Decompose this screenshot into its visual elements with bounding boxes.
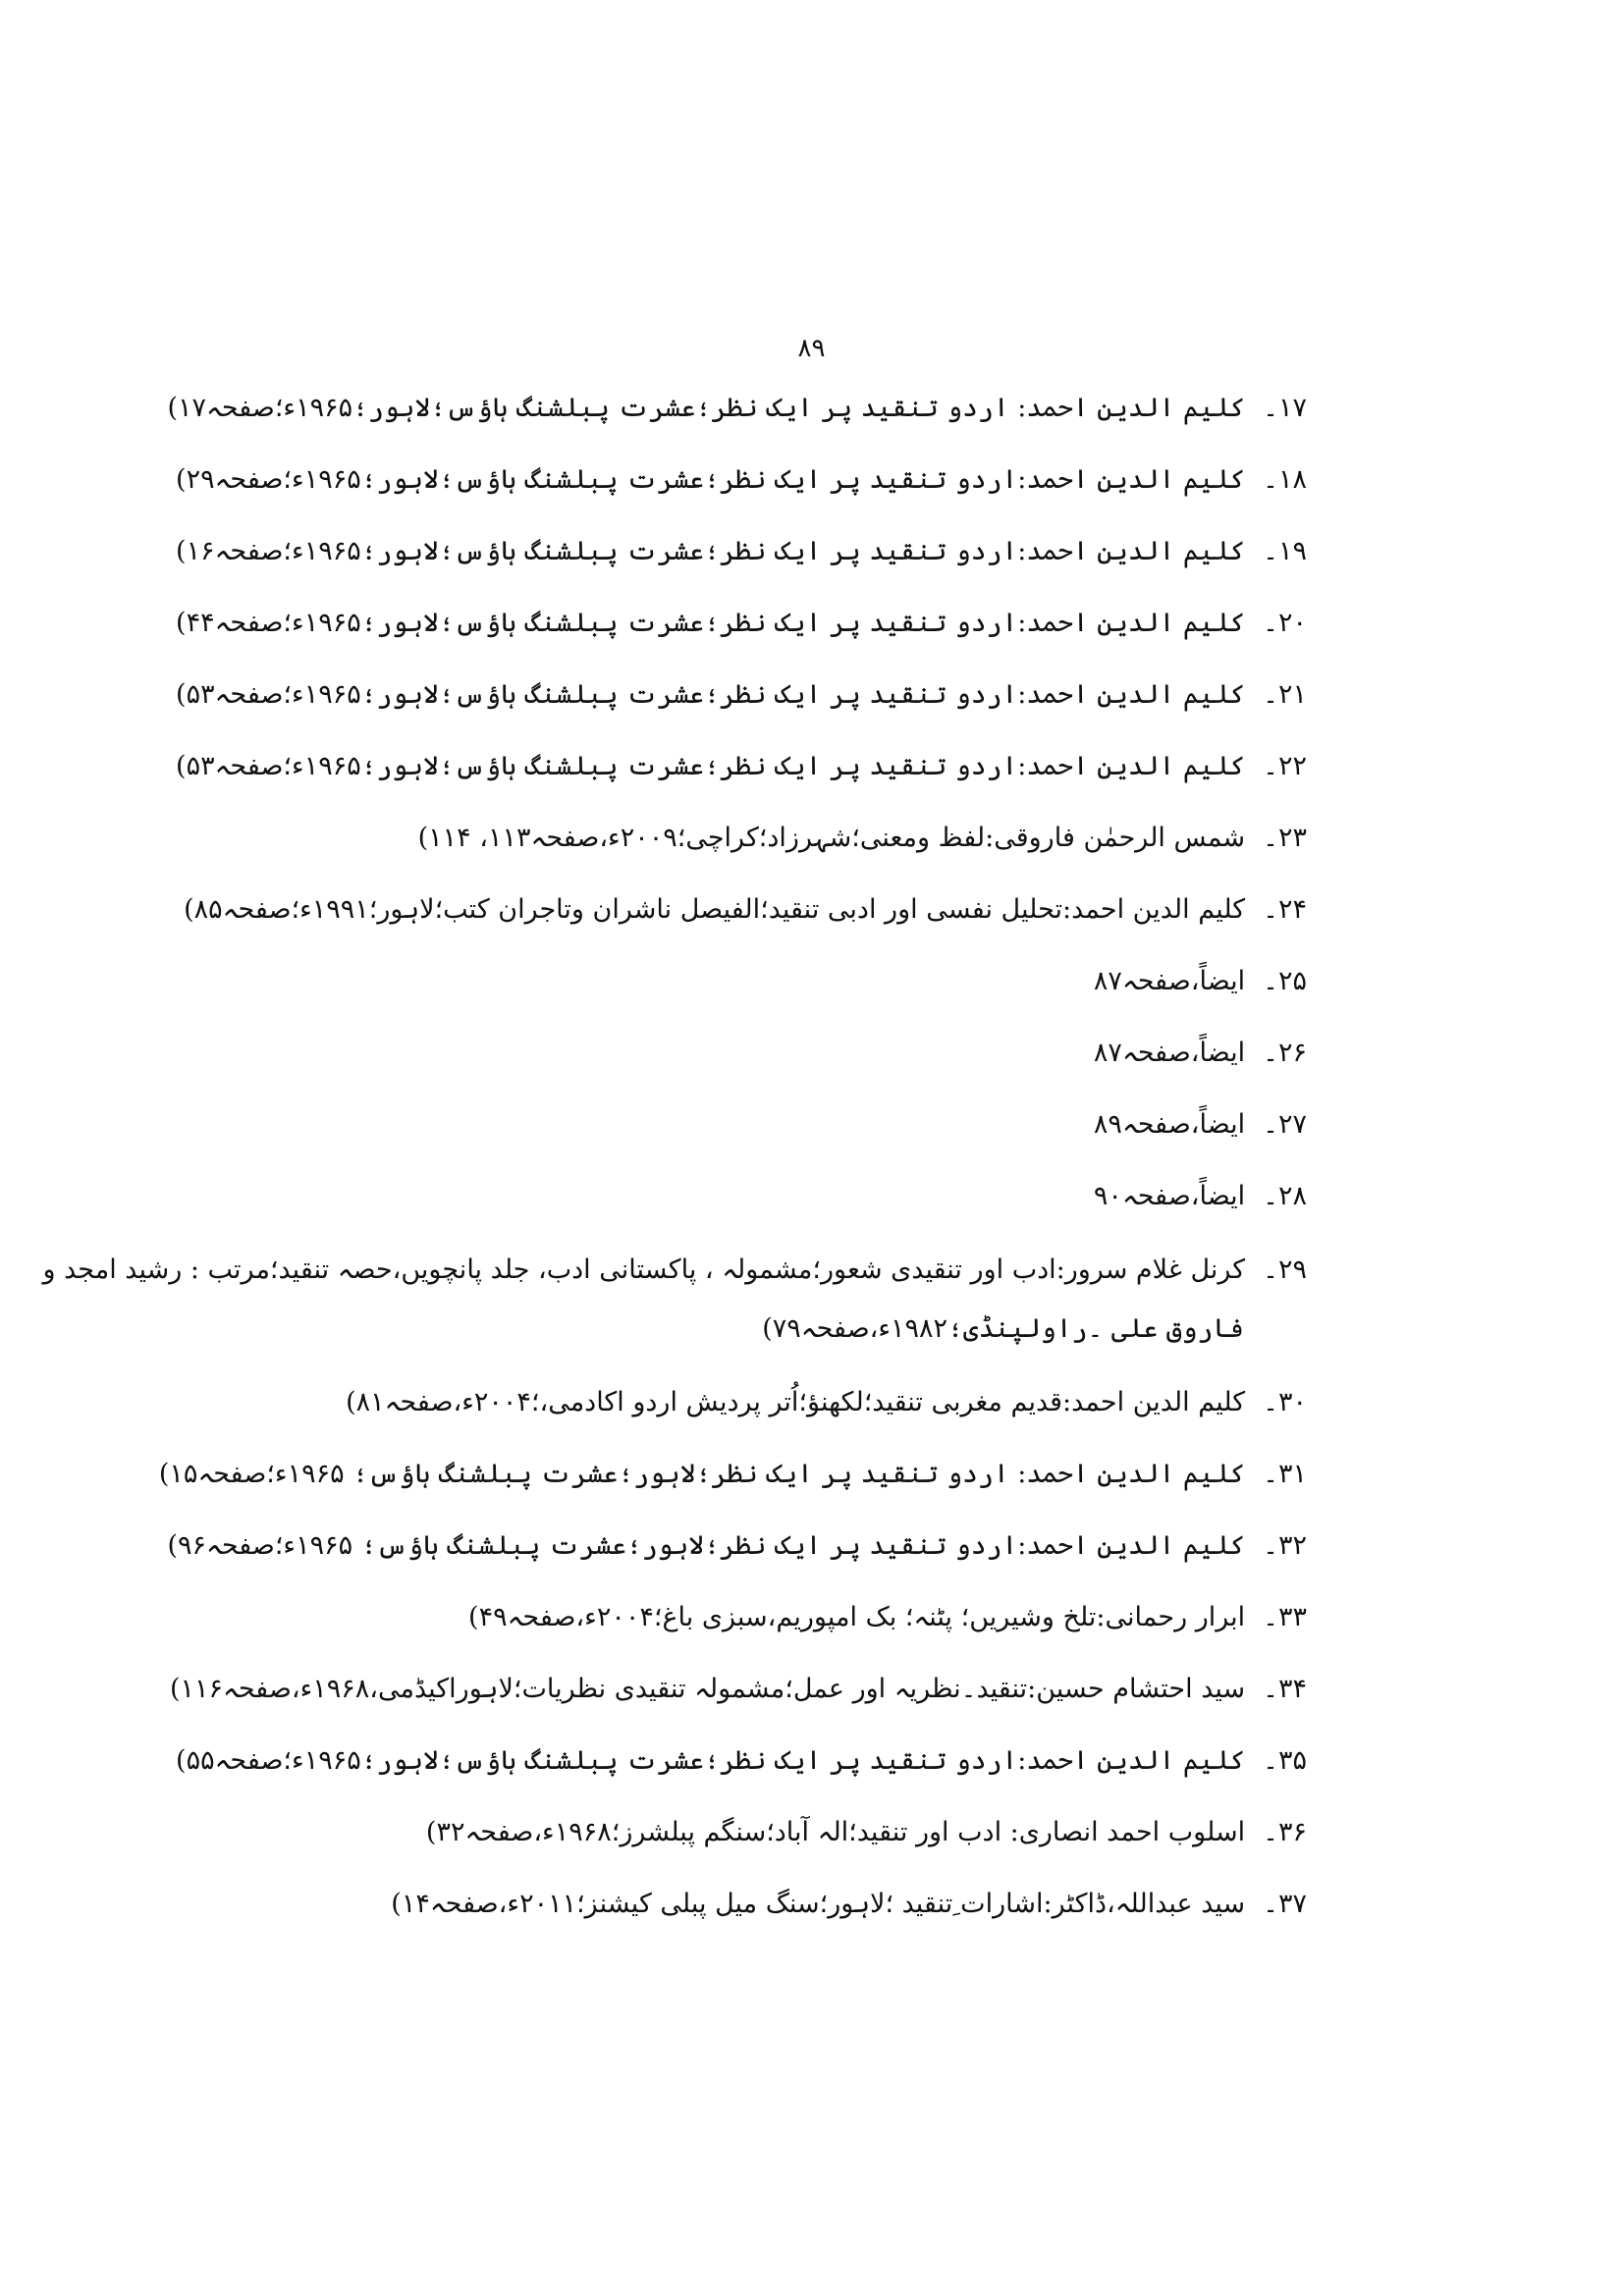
- footnotes-list: [11, 381, 1307, 1949]
- footnote-text: کلیم الدین احمد:اردو تنقید پر ایک نظر؛عشرت پبلشنگ ہاؤس؛لاہور؛۱۹۶۵ء؛صفحہ۱۶): [176, 536, 1246, 566]
- footnote-number: ۲۳۔: [1263, 823, 1307, 853]
- footnote-text: کلیم الدین احمد: اردو تنقید پر ایک نظر؛لاہور؛عشرت پبلشنگ ہاؤس؛ ۱۹۶۵ء؛صفحہ۱۵): [158, 1459, 1246, 1489]
- footnote-text: ایضاً،صفحہ۸۹: [1093, 1109, 1246, 1140]
- footnote-text: کلیم الدین احمد:قدیم مغربی تنقید؛لکھنؤ؛اُتر پردیش اردو اکادمی،؛۲۰۰۴ء،صفحہ۸۱): [346, 1387, 1246, 1417]
- footnote-number: ۱۸۔: [1263, 464, 1307, 495]
- footnote-35: [11, 1734, 1307, 1789]
- footnote-text: سید احتشام حسین:تنقید۔نظریہ اور عمل؛مشمولہ تنقیدی نظریات؛لاہوراکیڈمی،۱۹۶۸ء،صفحہ۱۱۶): [169, 1674, 1246, 1704]
- footnote-text: کلیم الدین احمد: اردو تنقید پر ایک نظر؛عشرت پبلشنگ ہاؤس؛لاہور؛۱۹۶۵ء؛صفحہ۱۷): [167, 393, 1246, 423]
- footnote-number: ۲۸۔: [1263, 1181, 1307, 1211]
- footnote-number: ۳۱۔: [1263, 1459, 1307, 1489]
- footnote-number: ۲۴۔: [1263, 894, 1307, 925]
- footnote-text: کلیم الدین احمد:اردو تنقید پر ایک نظر؛عشرت پبلشنگ ہاؤس؛لاہور؛۱۹۶۵ء؛صفحہ۲۹): [176, 464, 1246, 495]
- footnote-text: کلیم الدین احمد:اردو تنقید پر ایک نظر؛عشرت پبلشنگ ہاؤس؛لاہور؛۱۹۶۵ء؛صفحہ۵۳): [176, 679, 1246, 710]
- footnote-number: ۱۷۔: [1263, 393, 1307, 423]
- footnote-text: ابرار رحمانی:تلخ وشیریں؛ پٹنہ؛ بک امپوریم،سبزی باغ؛۲۰۰۴ء،صفحہ۴۹): [468, 1602, 1246, 1632]
- footnote-37: [11, 1877, 1307, 1932]
- footnote-text: ایضاً،صفحہ۹۰: [1093, 1181, 1246, 1211]
- footnote-19: [11, 524, 1307, 579]
- footnote-text: کلیم الدین احمد:اردو تنقید پر ایک نظر؛عشرت پبلشنگ ہاؤس؛لاہور؛۱۹۶۵ء؛صفحہ۵۵): [176, 1745, 1246, 1776]
- footnote-text: ایضاً،صفحہ۸۷: [1093, 966, 1246, 996]
- footnote-30: [11, 1375, 1307, 1430]
- footnote-text: اسلوب احمد انصاری: ادب اور تنقید؛الہ آباد؛سنگم پبلشرز؛۱۹۶۸ء،صفحہ۳۲): [425, 1817, 1246, 1847]
- footnote-number: ۱۹۔: [1263, 536, 1307, 566]
- footnote-number: ۲۱۔: [1263, 679, 1307, 710]
- footnote-number: ۲۶۔: [1263, 1038, 1307, 1068]
- footnote-text: کلیم الدین احمد:اردو تنقید پر ایک نظر؛عشرت پبلشنگ ہاؤس؛لاہور؛۱۹۶۵ء؛صفحہ۵۳): [176, 751, 1246, 781]
- footnote-number: ۲۵۔: [1263, 966, 1307, 996]
- footnote-number: ۳۲۔: [1263, 1530, 1307, 1561]
- footnote-25: [11, 954, 1307, 1009]
- footnote-31: [11, 1447, 1307, 1502]
- footnote-22: [11, 739, 1307, 794]
- footnote-text: کلیم الدین احمد:اردو تنقید پر ایک نظر؛لاہور؛عشرت پبلشنگ ہاؤس؛ ۱۹۶۵ء؛صفحہ۹۶): [167, 1530, 1246, 1561]
- page-number: ۸۹: [797, 334, 826, 363]
- footnote-36: [11, 1805, 1307, 1860]
- footnote-number: ۳۳۔: [1263, 1602, 1307, 1632]
- footnote-number: ۳۶۔: [1263, 1817, 1307, 1847]
- footnote-number: ۲۲۔: [1263, 751, 1307, 781]
- footnote-number: ۳۵۔: [1263, 1745, 1307, 1776]
- footnote-21: [11, 667, 1307, 722]
- footnote-29: [11, 1241, 1307, 1359]
- footnote-number: ۳۴۔: [1263, 1674, 1307, 1704]
- footnote-number: ۳۷۔: [1263, 1889, 1307, 1919]
- footnote-32: [11, 1519, 1307, 1574]
- footnote-text: کرنل غلام سرور:ادب اور تنقیدی شعور؛مشمولہ ، پاکستانی ادب، جلد پانچویں،حصہ تنقید؛مرتب : رشید امجد و: [42, 1255, 1246, 1285]
- footnote-text: سید عبداللہ،ڈاکٹر:اشارات ِتنقید ؛لاہور؛سنگ میل پبلی کیشنز؛۲۰۱۱ء،صفحہ۱۴): [391, 1889, 1246, 1919]
- footnote-33: [11, 1590, 1307, 1645]
- footnote-28: [11, 1169, 1307, 1224]
- footnote-20: [11, 596, 1307, 651]
- footnote-18: [11, 453, 1307, 507]
- footnote-number: ۲۰۔: [1263, 608, 1307, 638]
- footnote-24: [11, 882, 1307, 937]
- footnote-34: [11, 1662, 1307, 1717]
- footnote-text: شمس الرحمٰن فاروقی:لفظ ومعنی؛شہرزاد؛کراچی؛۲۰۰۹ء،صفحہ۱۱۳، ۱۱۴): [417, 823, 1246, 853]
- footnote-26: [11, 1026, 1307, 1081]
- footnote-17: [11, 381, 1307, 436]
- footnote-text: کلیم الدین احمد:اردو تنقید پر ایک نظر؛عشرت پبلشنگ ہاؤس؛لاہور؛۱۹۶۵ء؛صفحہ۴۴): [176, 608, 1246, 638]
- footnote-number: ۲۹۔: [1263, 1255, 1307, 1285]
- footnote-text: کلیم الدین احمد:تحلیل نفسی اور ادبی تنقید؛الفیصل ناشران وتاجران کتب؛لاہور؛۱۹۹۱ء؛صفحہ۸۵): [184, 894, 1246, 925]
- footnote-27: [11, 1097, 1307, 1152]
- footnote-23: [11, 811, 1307, 866]
- footnote-number: ۲۷۔: [1263, 1109, 1307, 1140]
- footnote-number: ۳۰۔: [1263, 1387, 1307, 1417]
- footnote-continuation: فاروق علی ۔راولپنڈی؛۱۹۸۲ء،صفحہ۷۹): [762, 1313, 1244, 1344]
- footnote-text: ایضاً،صفحہ۸۷: [1093, 1038, 1246, 1068]
